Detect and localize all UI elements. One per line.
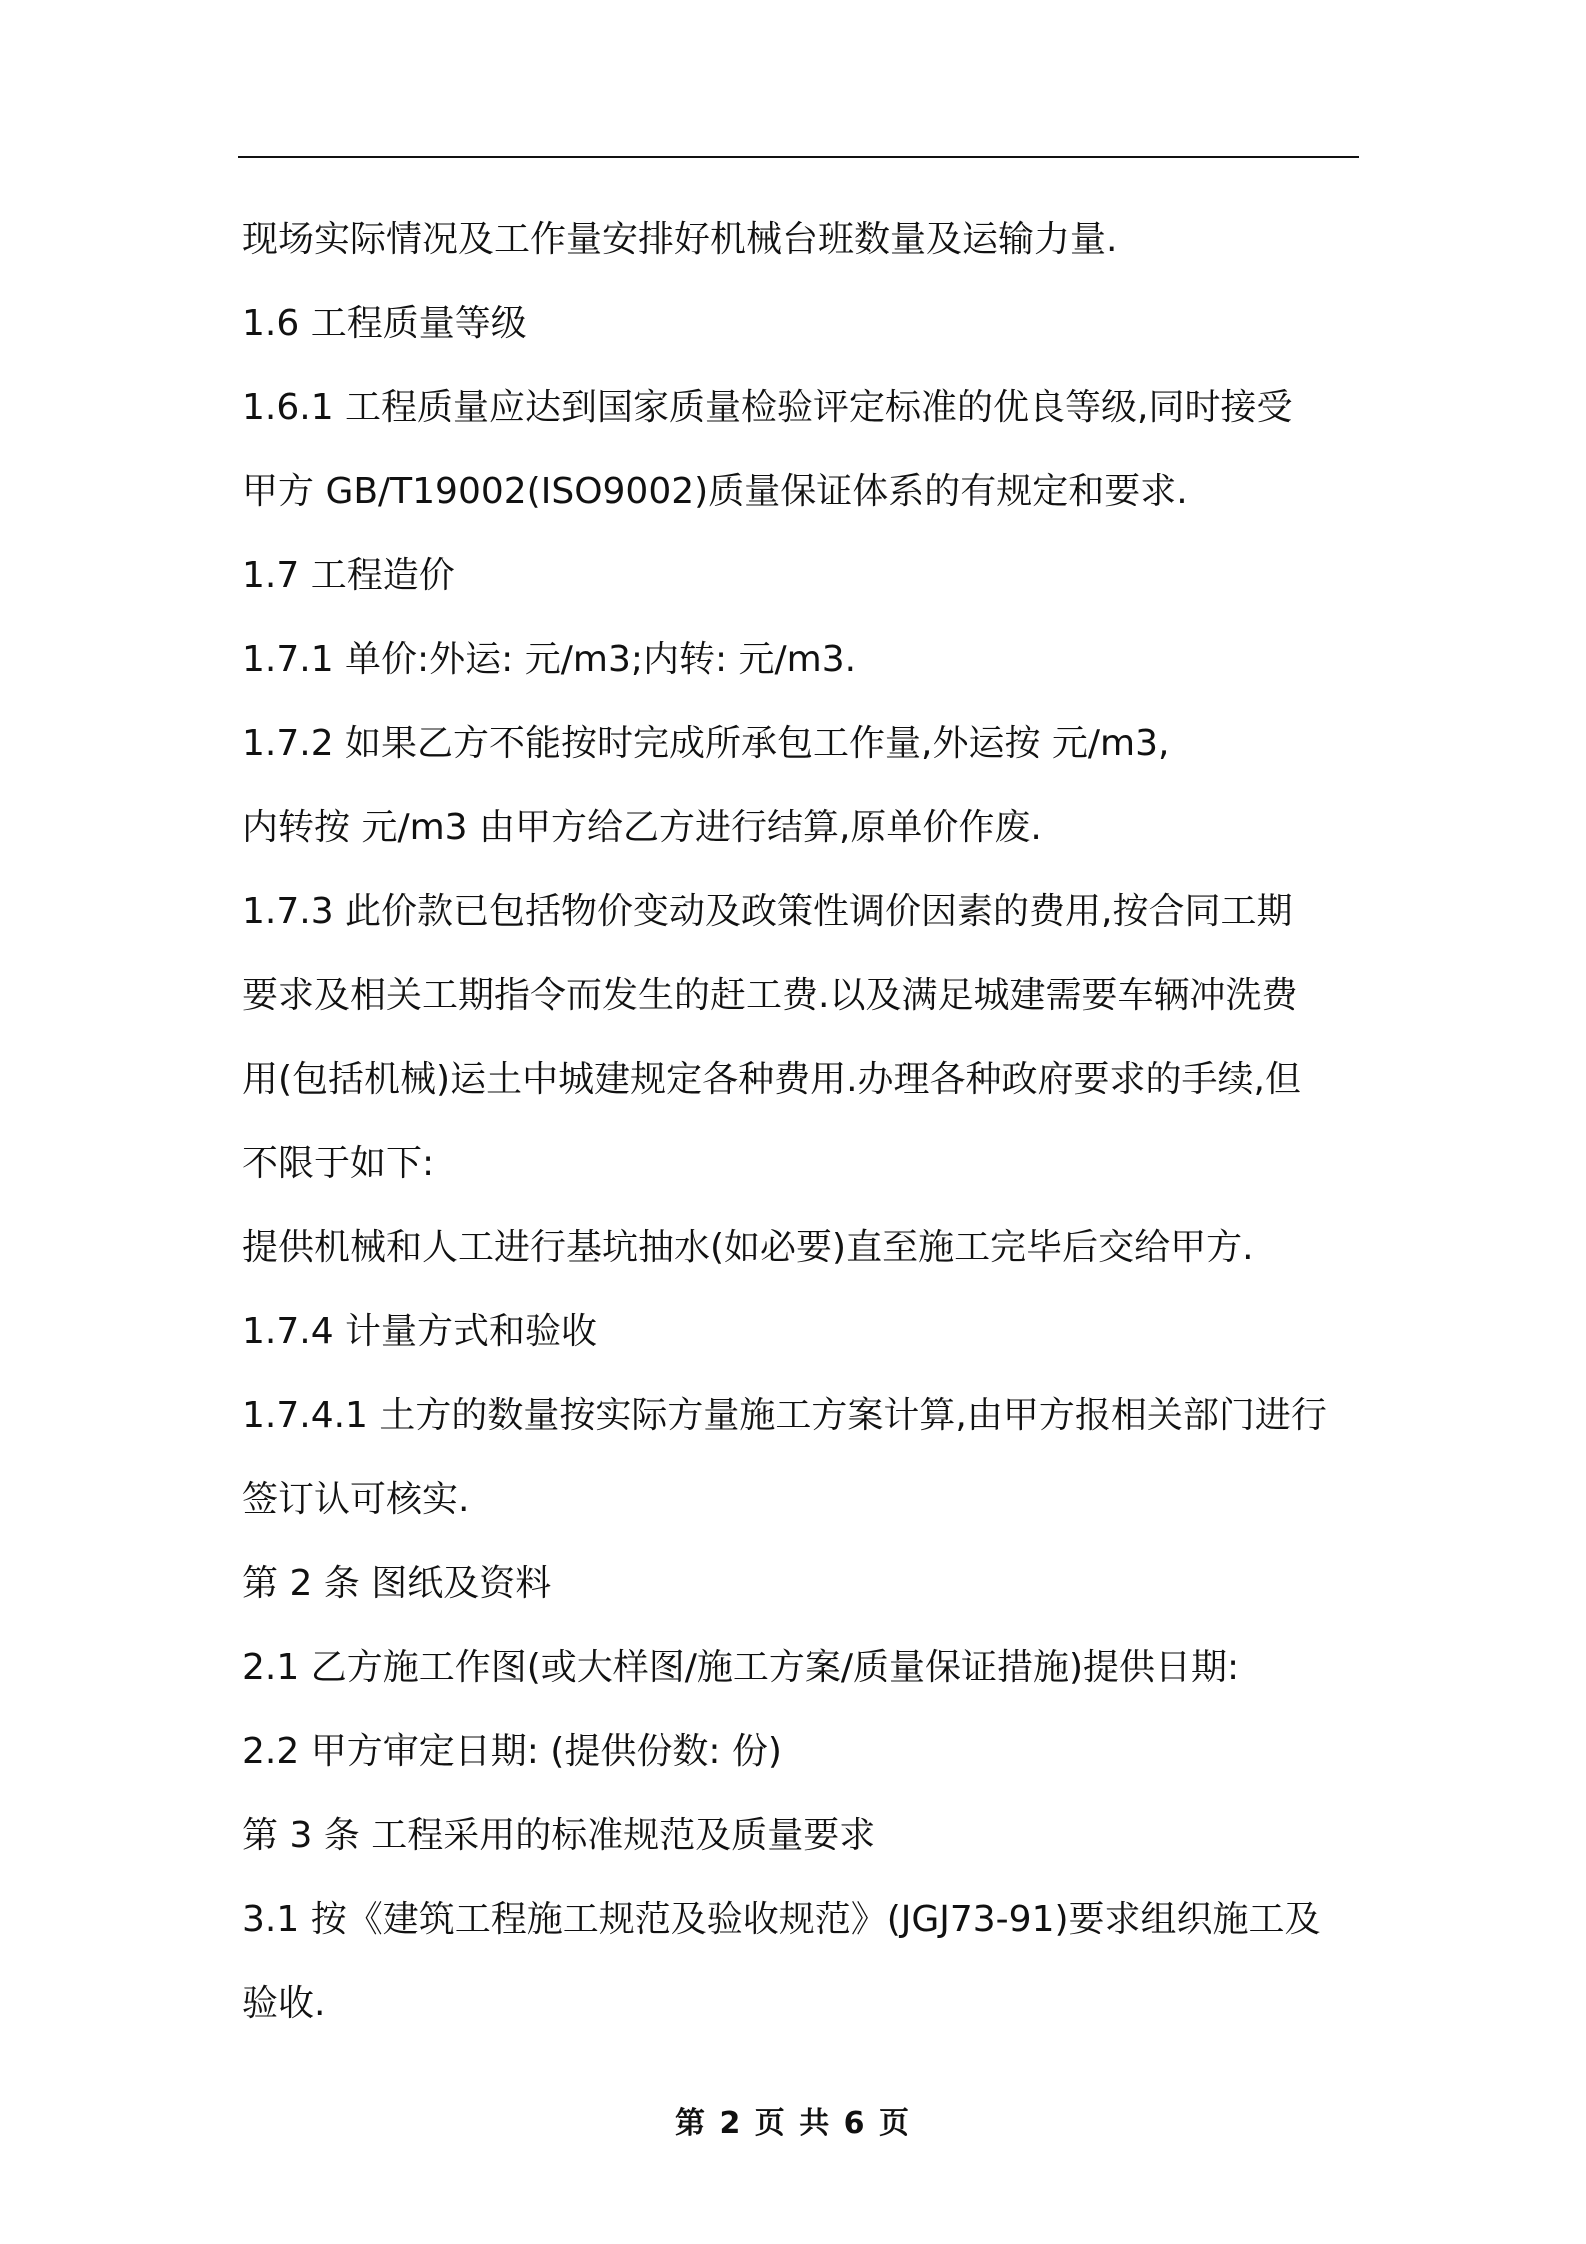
text-line-7: 1.7.2 如果乙方不能按时完成所承包工作量,外运按 元/m3, — [242, 723, 1170, 764]
text-line-15: 1.7.4.1 土方的数量按实际方量施工方案计算,由甲方报相关部门进行 — [242, 1395, 1327, 1436]
article-heading-2: 第 2 条 图纸及资料 — [242, 1563, 552, 1604]
section-heading-1-6: 1.6 工程质量等级 — [242, 303, 527, 344]
article-heading-3: 第 3 条 工程采用的标准规范及质量要求 — [242, 1815, 876, 1856]
text-line-10: 要求及相关工期指令而发生的赶工费.以及满足城建需要车辆冲洗费 — [242, 975, 1298, 1016]
section-heading-1-7-4: 1.7.4 计量方式和验收 — [242, 1311, 598, 1352]
text-line-13: 提供机械和人工进行基坑抽水(如必要)直至施工完毕后交给甲方. — [242, 1227, 1254, 1268]
header-rule — [238, 156, 1359, 158]
text-line-21: 3.1 按《建筑工程施工规范及验收规范》(JGJ73-91)要求组织施工及 — [242, 1899, 1321, 1940]
text-line-22: 验收. — [242, 1983, 326, 2024]
document-body — [242, 198, 1372, 2046]
text-line-1: 现场实际情况及工作量安排好机械台班数量及运输力量. — [242, 219, 1118, 260]
text-line-3: 1.6.1 工程质量应达到国家质量检验评定标准的优良等级,同时接受 — [242, 387, 1293, 428]
text-line-16: 签订认可核实. — [242, 1479, 470, 1520]
text-line-12: 不限于如下: — [242, 1143, 435, 1184]
text-line-8: 内转按 元/m3 由甲方给乙方进行结算,原单价作废. — [242, 807, 1042, 848]
page-number-footer: 第 2 页 共 6 页 — [675, 2106, 911, 2141]
text-line-6: 1.7.1 单价:外运: 元/m3;内转: 元/m3. — [242, 639, 857, 680]
section-heading-1-7: 1.7 工程造价 — [242, 555, 455, 596]
text-line-19: 2.2 甲方审定日期: (提供份数: 份) — [242, 1731, 782, 1772]
text-line-18: 2.1 乙方施工作图(或大样图/施工方案/质量保证措施)提供日期: — [242, 1647, 1240, 1688]
text-line-9: 1.7.3 此价款已包括物价变动及政策性调价因素的费用,按合同工期 — [242, 891, 1293, 932]
text-line-4: 甲方 GB/T19002(ISO9002)质量保证体系的有规定和要求. — [242, 471, 1188, 512]
text-line-11: 用(包括机械)运土中城建规定各种费用.办理各种政府要求的手续,但 — [242, 1059, 1301, 1100]
